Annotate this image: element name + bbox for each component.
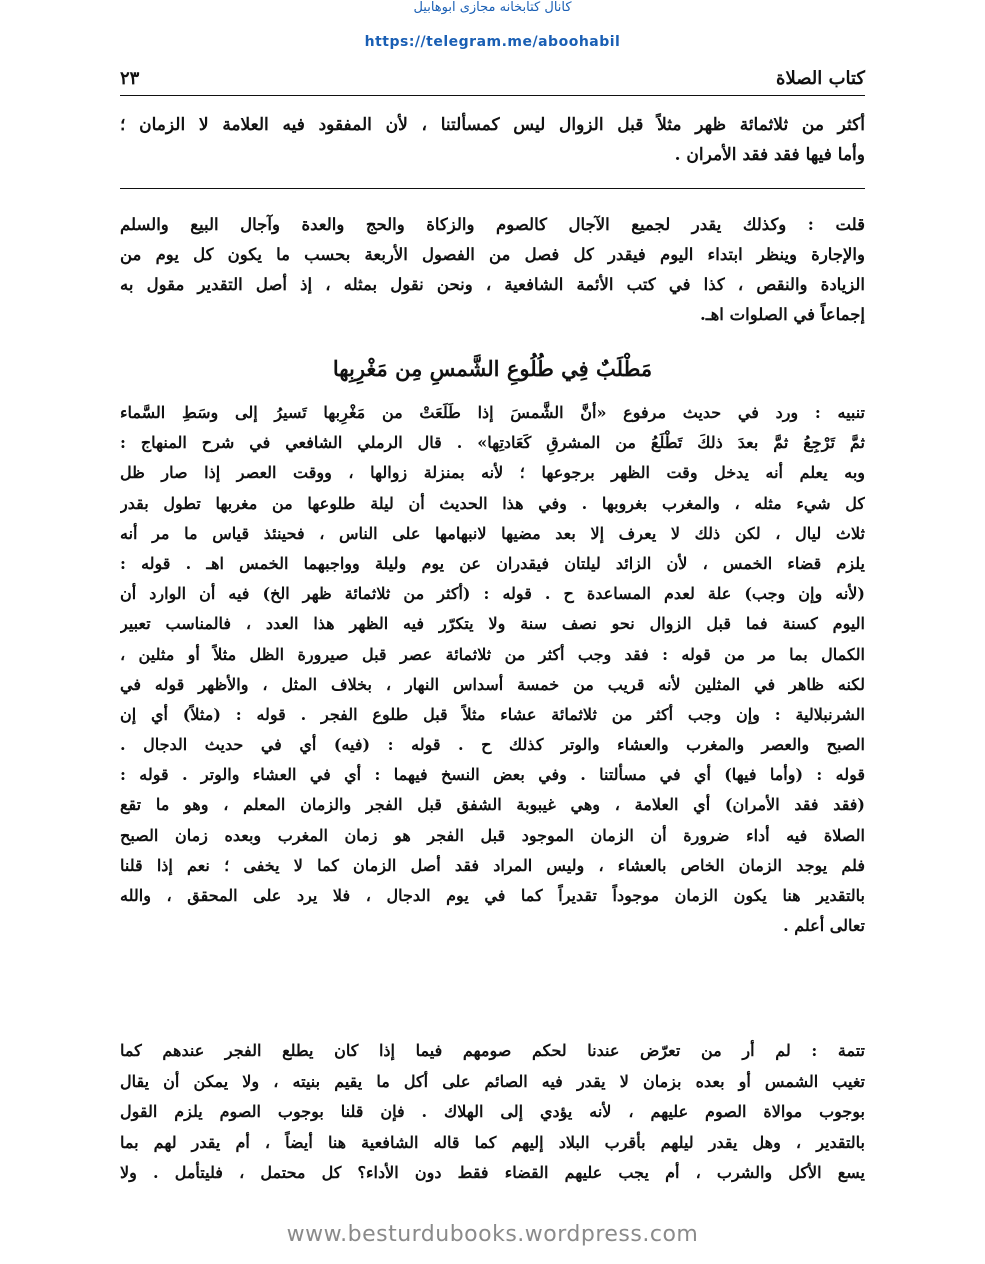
main-text — [120, 110, 865, 170]
text-line: وبه يعلم أنه يدخل وقت الظهر برجوعها ؛ لأنه بمنزلة زوالها ، ووقت العصر إذا صار ظل — [120, 463, 865, 483]
header-rule — [120, 95, 865, 96]
book-title: كتاب الصلاة — [776, 68, 865, 89]
text-line: تنبيه : ورد في حديث مرفوع «أنَّ الشَّمسَ إذا طَلَعَتْ من مَغْرِبها تَسيرُ إلى وسَطِ السَّماء — [120, 403, 865, 422]
text-line: بالتقدير ، وهل يقدر ليلهم بأقرب البلاد إليهم كما قاله الشافعية هنا أيضاً ، أم يقدر لهم بما — [120, 1132, 865, 1152]
page-header — [120, 66, 865, 94]
text-line: بوجوب موالاة الصوم عليهم ، لأنه يؤدي إلى الهلاك . فإن قلنا بوجوب الصوم يلزم القول — [120, 1102, 865, 1121]
commentary-main — [120, 398, 865, 941]
text-line: (فقد فقد الأمران) أي العلامة ، وهي غيبوبة الشفق قبل الفجر والزمان المعلم ، وهو ما تقع — [120, 795, 865, 815]
text-line: لكنه ظاهر في المثلين لأنه قريب من خمسة أسداس النهار ، بخلاف المثل ، والأظهر قوله في — [120, 674, 865, 694]
text-line: الصبح والعصر والمغرب والعشاء والوتر كذلك ح . قوله : (فيه) أي في حديث الدجال . — [120, 735, 865, 755]
watermark-telegram-link[interactable]: https://telegram.me/aboohabil — [364, 34, 621, 50]
text-line: إجماعاً في الصلوات اهـ. — [700, 305, 865, 324]
text-line: الشرنبلالية : وإن وجب أكثر من ثلاثمائة عشاء مثلاً قبل طلوع الفجر . قوله : (مثلاً) أي إن — [120, 704, 865, 724]
text-line: (لأنه وإن وجب) علة لعدم المساعدة ح . قوله : (أكثر من ثلاثمائة ظهر الخ) فيه أن الوارد أن — [120, 584, 865, 604]
watermark-site-url: www.besturdubooks.wordpress.com — [286, 1222, 699, 1247]
page-number: ٢٣ — [120, 68, 140, 89]
text-line: وأما فيها فقد فقد الأمران . — [674, 145, 865, 165]
text-line: قلت : وكذلك يقدر لجميع الآجال كالصوم والزكاة والحج والعدة وآجال البيع والسلم — [120, 215, 865, 234]
text-line: كل شيء مثله ، والمغرب بغروبها . وفي هذا الحديث أن ليلة طلوعها من مغربها تطول بقدر — [120, 493, 865, 513]
text-line: أكثر من ثلاثمائة ظهر مثلاً قبل الزوال ليس كمسألتنا ، لأن المفقود فيه العلامة لا الزمان ؛ — [120, 115, 865, 135]
text-line: اليوم كسنة فما قبل الزوال نحو نصف سنة ولا يتكرّر فيه الظهر هذا العدد ، فالمناسب تعبير — [120, 614, 865, 634]
text-line: تتمة : لم أر من تعرّض عندنا لحكم صومهم فيما إذا كان يطلع الفجر عندهم كما — [120, 1041, 865, 1060]
text-line: قوله : (وأما فيها) أي في مسألتنا . وفي بعض النسخ فيهما : أي في العشاء والوتر . قوله : — [120, 765, 865, 785]
text-line: فلم يوجد الزمان الخاص بالعشاء ، وليس المراد فقد أصل الزمان كما لا يخفى ؛ نعم إذا قلنا — [120, 855, 865, 875]
text-line: ثمَّ تَرْجِعُ ثمَّ بعدَ ذلكَ تَطْلَعُ من المشرقِ كَعَادتِها» . قال الرملي الشافعي في شرح المنهاج : — [120, 433, 865, 453]
text-line: يسع الأكل والشرب ، أم يجب عليهم القضاء فقط دون الأداء؟ كل محتمل ، فليتأمل . ولا — [120, 1163, 865, 1182]
text-line: الزيادة والنقص ، كذا في كتب الأئمة الشافعية ، ونحن نقول بمثله ، إذ أصل التقدير مقول به — [120, 275, 865, 294]
text-line: تغيب الشمس أو بعده بزمان لا يقدر فيه الصائم على أكل ما يقيم بنيته ، ولا يمكن أن يقال — [120, 1071, 865, 1091]
text-line: بالتقدير هنا يكون الزمان موجوداً تقديراً كما في يوم الدجال ، فلا يرد على المحقق ، والله — [120, 886, 865, 905]
text-line: الصلاة فيه أداء ضرورة أن الزمان الموجود قبل الفجر هو زمان المغرب وبعده زمان الصبح — [120, 825, 865, 845]
text-line: تعالى أعلم . — [783, 916, 865, 936]
text-line: الكمال بما مر من قوله : فقد وجب أكثر من ثلاثمائة عصر قبل صيرورة الظل مثلاً أو مثلين ، — [120, 644, 865, 664]
watermark-channel-text: کانال کتابخانه مجازی ابوهابیل — [413, 0, 572, 15]
commentary-end — [120, 1036, 865, 1189]
text-line: يلزم قضاء الخمس ، لأن الزائد ليلتان فيقدران عن يوم وليلة وواجبهما الخمس اهـ . قوله : — [120, 553, 865, 573]
commentary-intro — [120, 210, 865, 330]
text-line: والإجارة وينظر ابتداء اليوم فيقدر كل فصل من الفصول الأربعة بحسب ما يكون كل يوم من — [120, 245, 865, 264]
text-line: ثلاث ليال ، لكن ذلك لا يعرف إلا بعد مضيها لانبهامها على الناس ، فحينئذ قياس ما مر أنه — [120, 523, 865, 543]
section-heading: مَطْلَبٌ فِي طُلُوعِ الشَّمسِ مِن مَغْرِبِها — [332, 356, 653, 381]
section-divider — [120, 188, 865, 189]
